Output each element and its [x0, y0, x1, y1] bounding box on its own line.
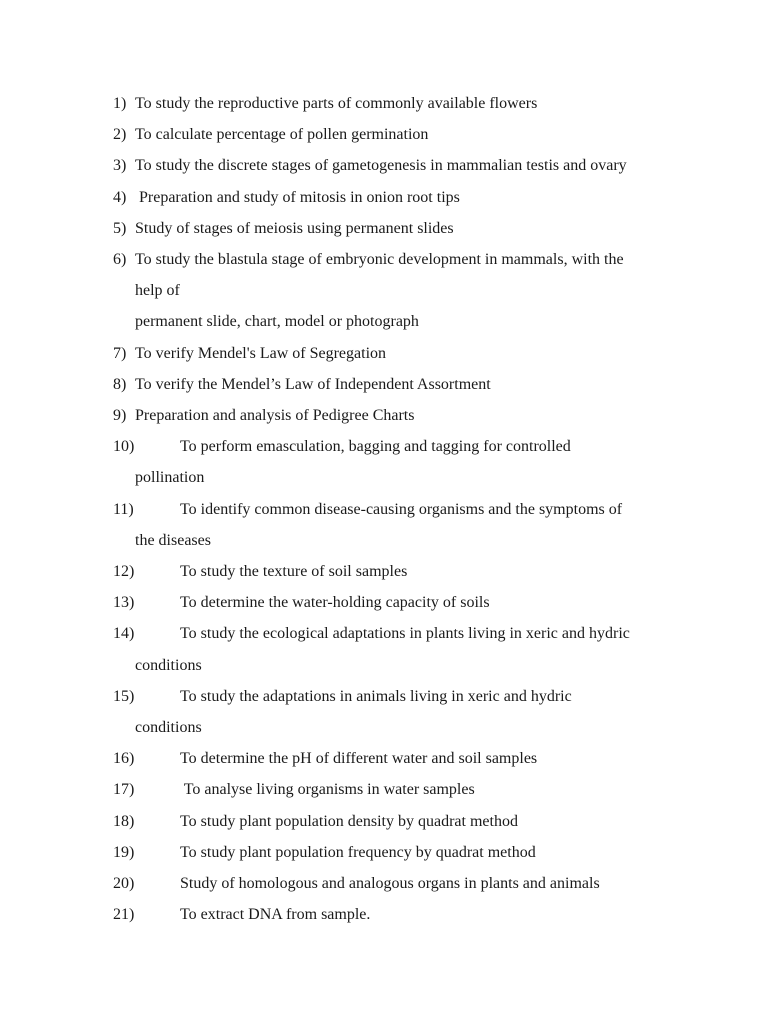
list-item-text: To analyse living organisms in water samples — [180, 781, 475, 799]
list-item-text: To study the discrete stages of gametogenesis in mammalian testis and ovary — [135, 157, 627, 175]
list-item-number: 12) — [113, 563, 135, 580]
list-item-line — [113, 343, 713, 374]
list-item-number: 11) — [113, 500, 134, 518]
list-item-number: 16) — [113, 750, 135, 768]
list-item-line — [113, 561, 713, 592]
list-item-line — [113, 748, 713, 779]
list-item-number: 10) — [113, 438, 135, 456]
list-item — [113, 218, 713, 249]
list-item-line — [113, 592, 713, 623]
list-item-text: To identify common disease-causing organisms and the symptoms of — [180, 500, 623, 518]
list-item-number: 3) — [113, 157, 127, 175]
list-item — [113, 499, 713, 561]
list-item — [113, 811, 713, 842]
list-item-line — [113, 779, 713, 810]
list-item-number: 15) — [113, 687, 135, 705]
list-item-text: Study of stages of meiosis using permanent slides — [135, 219, 454, 237]
list-item — [113, 436, 713, 498]
list-item-line — [113, 249, 713, 280]
list-item-number: 8) — [113, 375, 127, 393]
list-item-number: 19) — [113, 843, 135, 861]
list-item — [113, 155, 713, 186]
list-item-line — [113, 218, 713, 249]
list-item-text: permanent slide, chart, model or photograph — [135, 313, 419, 331]
list-item-number: 9) — [113, 407, 127, 424]
list-item-number: 20) — [113, 875, 135, 892]
list-item-number: 2) — [113, 126, 127, 144]
list-item-text: To study the adaptations in animals living in xeric and hydric — [180, 687, 572, 705]
list-item-text: To verify the Mendel’s Law of Independent Assortment — [135, 375, 491, 393]
list-item — [113, 187, 713, 218]
list-item-number: 21) — [113, 906, 135, 924]
list-item-line — [113, 93, 713, 124]
list-item-text: the diseases — [135, 531, 211, 549]
list-item-line — [113, 436, 713, 467]
list-item-line — [113, 655, 713, 686]
list-item-line — [113, 904, 713, 935]
list-item-text: Preparation and study of mitosis in onion root tips — [135, 188, 460, 206]
list-item — [113, 124, 713, 155]
list-item-line — [113, 811, 713, 842]
list-item-number: 18) — [113, 812, 135, 830]
list-item — [113, 249, 713, 343]
list-item-text: To study the blastula stage of embryonic development in mammals, with the — [135, 251, 624, 268]
list-item-text: To study plant population density by quadrat method — [180, 812, 518, 830]
list-item-text: help of — [135, 282, 180, 300]
list-item — [113, 686, 713, 748]
list-item-line — [113, 499, 713, 530]
list-item-line — [113, 374, 713, 405]
list-item — [113, 748, 713, 779]
list-item-text: pollination — [135, 469, 205, 487]
list-item-line — [113, 405, 713, 436]
list-item-text: To study plant population frequency by quadrat method — [180, 843, 536, 861]
list-item — [113, 561, 713, 592]
list-item-text: To study the reproductive parts of commonly available flowers — [135, 95, 538, 112]
list-item-text: To perform emasculation, bagging and tagging for controlled — [180, 438, 571, 456]
list-item-line — [113, 187, 713, 218]
list-item-text: Preparation and analysis of Pedigree Charts — [135, 407, 415, 424]
list-item — [113, 592, 713, 623]
list-item-text: Study of homologous and analogous organs in plants and animals — [180, 875, 600, 892]
list-item-text: To extract DNA from sample. — [180, 906, 371, 924]
list-item-line — [113, 124, 713, 155]
list-item — [113, 343, 713, 374]
list-item-text: To determine the pH of different water and soil samples — [180, 750, 538, 768]
list-item-line — [113, 311, 713, 342]
list-item — [113, 904, 713, 935]
list-item — [113, 623, 713, 685]
list-item-text: To verify Mendel's Law of Segregation — [135, 344, 387, 362]
list-item-line — [113, 155, 713, 186]
list-item-text: To study the ecological adaptations in plants living in xeric and hydric — [180, 625, 630, 643]
list-item — [113, 842, 713, 873]
list-item-number: 4) — [113, 188, 127, 206]
list-item-line — [113, 280, 713, 311]
list-item-line — [113, 686, 713, 717]
list-item — [113, 779, 713, 810]
list-item-text: conditions — [135, 656, 202, 674]
list-item-line — [113, 530, 713, 561]
list-item-number: 1) — [113, 95, 127, 112]
list-item-number: 13) — [113, 594, 135, 612]
list-item-number: 6) — [113, 251, 127, 268]
list-item-line — [113, 467, 713, 498]
list-item-text: conditions — [135, 718, 202, 736]
list-item-line — [113, 842, 713, 873]
list-item-number: 17) — [113, 781, 135, 799]
list-item — [113, 93, 713, 124]
list-item-line — [113, 717, 713, 748]
list-item — [113, 405, 713, 436]
list-item — [113, 374, 713, 405]
list-item-number: 7) — [113, 344, 127, 362]
list-item-line — [113, 873, 713, 904]
list-item-text: To study the texture of soil samples — [180, 563, 408, 580]
list-item-number: 5) — [113, 219, 127, 237]
list-item-text: To calculate percentage of pollen germination — [135, 126, 429, 144]
list-item — [113, 873, 713, 904]
list-item-number: 14) — [113, 625, 135, 643]
list-item-text: To determine the water-holding capacity of soils — [180, 594, 490, 612]
list-item-line — [113, 623, 713, 654]
